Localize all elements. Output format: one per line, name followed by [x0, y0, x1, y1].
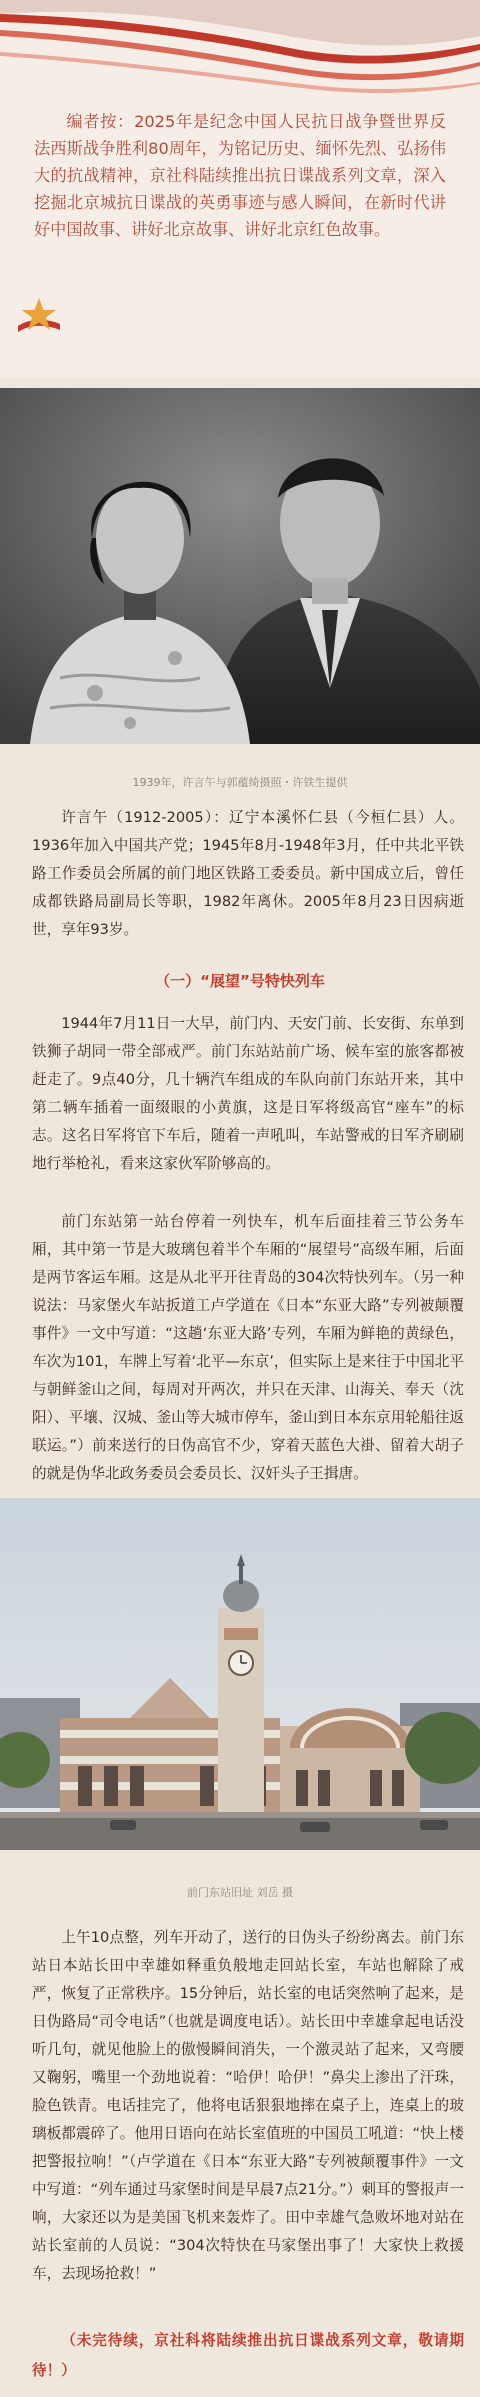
article-paragraph: 前门东站第一站台停着一列快车，机车后面挂着三节公务车厢，其中第一节是大玻璃包着半个车厢的“展望号”高级车厢，后面是两节客运车厢。这是从北平开往青岛的304次特快列车。（另一种说法：马家堡火车站扳道工卢学道在《日本“东亚大路”专列被颠覆事件》一文中写道：“这趟‘东亚大路’专列，车厢为鲜艳的黄绿色，车次为101，车牌上写着‘北平—东京’，但实际上是来往于中国北平与朝鲜釜山之间，每周对开两次，并只在天津、山海关、奉天（沈阳）、平壤、汉城、釜山等大城市停车，釜山到日本东京用轮船往返联运。”）前来送行的日伪高官不少，穿着天蓝色大褂、留着大胡子的就是伪华北政务委员会委员长、汉奸头子王揖唐。 — [32, 1213, 464, 1482]
bio-paragraph: 许言午（1912-2005）：辽宁本溪怀仁县（今桓仁县）人。1936年加入中国共产党；1945年8月-1948年3月，任中共北平铁路工作委员会所属的前门地区铁路工委委员。新中国成立后，曾任成都铁路局副局长等职，1982年离休。2005年8月23日因病逝世，享年93岁。 — [32, 809, 464, 938]
article-paragraph: 上午10点整，列车开动了，送行的日伪头子纷纷离去。前门东站日本站长田中幸雄如释重负般地走回站长室，车站也解除了戒严，恢复了正常秩序。15分钟后，站长室的电话突然响了起来，是日伪路局“司令电话”（也就是调度电话）。站长田中幸雄拿起电话没听几句，就见他脸上的傲慢瞬间消失，一个激灵站了起来，又弯腰又鞠躬，嘴里一个劲地说着：“哈伊！哈伊！”鼻尖上渗出了汗珠，脸色铁青。电话挂完了，他将电话狠狠地摔在桌子上，连桌上的玻璃板都震碎了。他用日语向在站长室值班的中国员工吼道：“快上楼把警报拉响！”（卢学道在《日本“东亚大路”专列被颠覆事件》一文中写道：“列车通过马家堡时间是早晨7点21分。”）刺耳的警报声一响，大家还以为是美国飞机来轰炸了。田中幸雄气急败坏地对站在站长室前的人员说：“304次特快在马家堡出事了！大家快上救援车，去现场抢救！” — [32, 1929, 464, 2282]
editor-note-text: 编者按：2025年是纪念中国人民抗日战争暨世界反法西斯战争胜利80周年，为铭记历史、缅怀先烈、弘扬伟大的抗战精神，京社科陆续推出抗日谍战系列文章，深入挖掘北京城抗日谍战的英勇事迹与感人瞬间，在新时代讲好中国故事、讲好北京故事、讲好北京红色故事。 — [34, 112, 446, 239]
star-ribbon-icon — [16, 296, 62, 336]
article-paragraph: 1944年7月11日一大早，前门内、天安门前、长安街、东单到铁狮子胡同一带全部戒严。前门东站站前广场、候车室的旅客都被赶走了。9点40分，几十辆汽车组成的车队向前门东站开来，其中第二辆车插着一面缀眼的小黄旗，这是日军将级高官“座车”的标志。这名日军将官下车后，随着一声吼叫，车站警戒的日军齐刷刷地行举枪礼，看来这家伙军阶够高的。 — [32, 1015, 464, 1172]
portrait-photo — [0, 388, 480, 744]
section-title: （一）“展望”号特快列车 — [155, 972, 325, 990]
station-photo-caption: 前门东站旧址 刘岳 摄 — [187, 1886, 293, 1899]
closing-note: （未完待续，京社科将陆续推出抗日谍战系列文章，敬请期待！） — [32, 2332, 464, 2379]
editor-note-header — [0, 0, 480, 378]
red-swoosh-decoration — [0, 0, 480, 100]
station-photo — [0, 1498, 480, 1850]
portrait-photo-caption: 1939年，许言午与郭蕴绮摄照・许铁生提供 — [132, 776, 348, 789]
